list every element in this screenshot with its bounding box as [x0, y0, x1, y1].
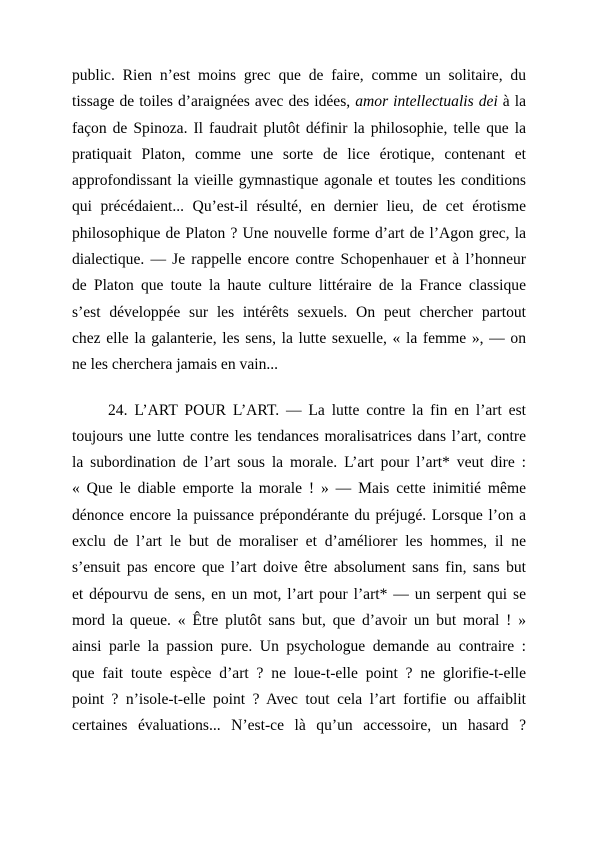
text-segment: chez elle la galanterie, les sens, la lutte sexuelle, « la femme », — on	[72, 329, 526, 347]
document-page	[72, 63, 526, 739]
text-segment: toujours une lutte contre les tendances moralisatrices dans l’art, contre	[72, 427, 526, 445]
text-line	[72, 529, 526, 555]
text-line	[72, 634, 526, 660]
italic-phrase: amor intellectualis dei	[355, 93, 498, 111]
text-line	[72, 194, 526, 220]
text-segment: « Que le diable emporte la morale ! » — Mais cette inimitié même	[72, 480, 526, 498]
text-line	[72, 89, 526, 115]
text-line	[72, 450, 526, 476]
text-line	[72, 582, 526, 608]
text-segment: à la	[497, 93, 526, 111]
text-segment: ainsi parle la passion pure. Un psychologue demande au contraire :	[72, 638, 526, 656]
text-line	[72, 713, 526, 739]
text-segment: ne les cherchera jamais en vain...	[72, 356, 279, 374]
text-segment: approfondissant la vieille gymnastique agonale et toutes les conditions	[72, 172, 526, 190]
text-segment: dialectique. — Je rappelle encore contre Schopenhauer et à l’honneur	[72, 251, 526, 269]
text-line	[72, 221, 526, 247]
text-line	[72, 273, 526, 299]
text-line	[72, 116, 526, 142]
text-segment: la subordination de l’art sous la morale. L’art pour l’art* veut dire :	[72, 454, 526, 472]
text-line	[72, 247, 526, 273]
text-segment: que fait toute espèce d’art ? ne loue-t-elle point ? ne glorifie-t-elle	[72, 664, 526, 682]
text-segment: s’est développée sur les intérêts sexuels. On peut chercher partout	[72, 303, 526, 321]
text-line	[72, 687, 526, 713]
text-segment: et dépourvu de sens, en un mot, l’art pour l’art* — un serpent qui se	[72, 585, 526, 603]
text-line	[72, 398, 526, 424]
text-segment: dénonce encore la puissance prépondérante du préjugé. Lorsque l’on a	[72, 506, 526, 524]
text-line	[72, 300, 526, 326]
text-line	[72, 661, 526, 687]
text-segment: s’ensuit pas encore que l’art doive être absolument sans fin, sans but	[72, 559, 526, 577]
text-segment: qui précédaient... Qu’est-il résulté, en dernier lieu, de cet érotisme	[72, 198, 526, 216]
paragraph-spacing	[72, 379, 526, 398]
text-segment: mord la queue. « Être plutôt sans but, que d’avoir un but moral ! »	[72, 611, 526, 629]
text-segment: tissage de toiles d’araignées avec des idées,	[72, 93, 356, 111]
text-line	[72, 476, 526, 502]
text-line	[72, 352, 526, 378]
text-segment: exclu de l’art le but de moraliser et d’améliorer les hommes, il ne	[72, 533, 526, 551]
text-segment: pratiquait Platon, comme une sorte de lice érotique, contenant et	[72, 145, 526, 163]
text-segment: public. Rien n’est moins grec que de faire, comme un solitaire, du	[72, 67, 526, 84]
text-line	[72, 424, 526, 450]
text-segment: de Platon que toute la haute culture littéraire de la France classique	[72, 277, 526, 295]
text-line	[72, 555, 526, 581]
text-segment: certaines évaluations... N’est-ce là qu’un accessoire, un hasard ?	[72, 717, 526, 735]
text-segment: philosophique de Platon ? Une nouvelle forme d’art de l’Agon grec, la	[72, 224, 526, 242]
text-segment: 24. L’ART POUR L’ART. — La lutte contre la fin en l’art est	[108, 401, 526, 419]
paragraph-platon-eroticism	[72, 63, 526, 379]
text-line	[72, 608, 526, 634]
text-line	[72, 326, 526, 352]
text-line	[72, 63, 526, 89]
text-segment: point ? n’isole-t-elle point ? Avec tout cela l’art fortifie ou affaiblit	[72, 690, 526, 708]
text-line	[72, 142, 526, 168]
text-line	[72, 503, 526, 529]
paragraph-art-pour-art	[72, 398, 526, 740]
text-line	[72, 168, 526, 194]
text-segment: façon de Spinoza. Il faudrait plutôt définir la philosophie, telle que la	[72, 119, 526, 137]
